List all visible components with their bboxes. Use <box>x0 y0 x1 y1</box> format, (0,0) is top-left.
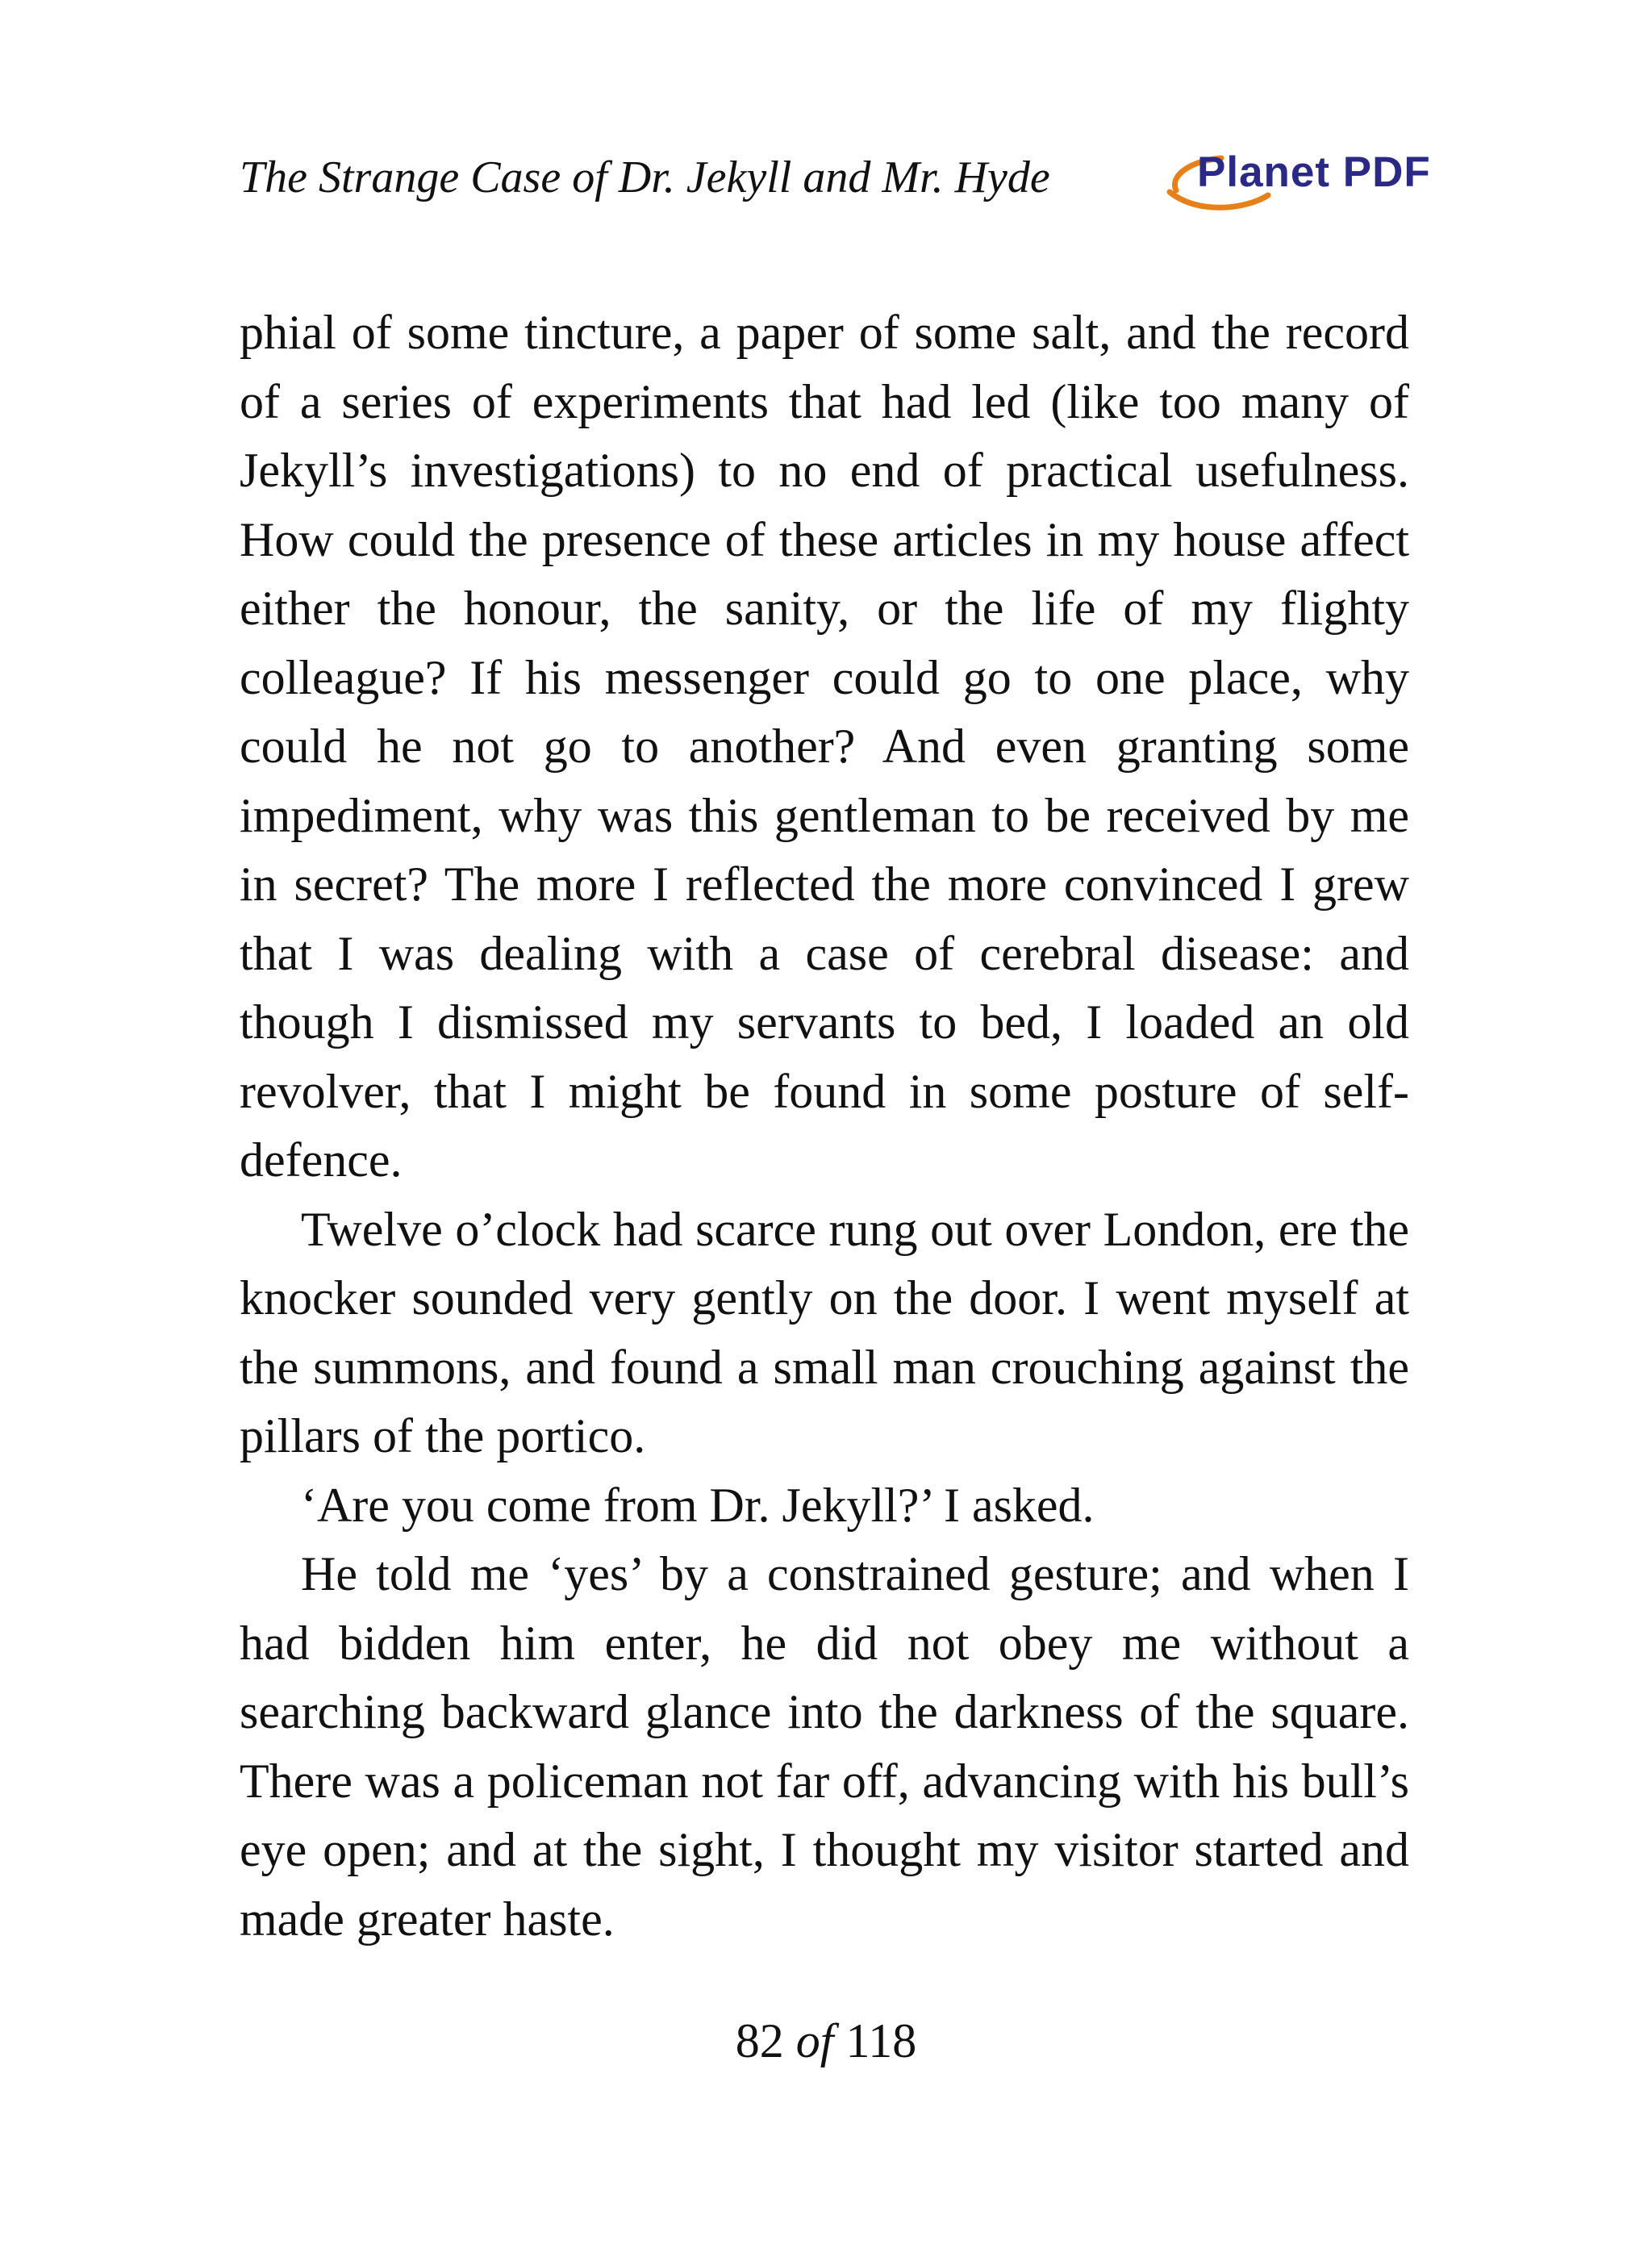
page-of-label: of <box>795 2014 834 2067</box>
paragraph: Twelve o’clock had scarce rung out over London, ere the knocker sounded very gently on the door. I went myself at the summons, and found a small man crouching against the pillars of the portico. <box>240 1202 1409 1462</box>
logo-text: Planet PDF <box>1197 148 1431 196</box>
page-header <box>240 144 1431 216</box>
body-text <box>240 298 1409 1954</box>
paragraph: phial of some tincture, a paper of some salt, and the record of a series of experiments that had led (like too many of Jekyll’s investigations) to no end of practical usefulness. How could the presence of these articles in my house affect either the honour, the sanity, or the life of my flighty colleague? If his messenger could go to one place, why could he not go to another? And even granting some impediment, why was this gentleman to be received by me in secret? The more I reflected the more convinced I grew that I was dealing with a case of cerebral disease: and though I dismissed my servants to bed, I loaded an old revolver, that I might be found in some posture of self-defence. <box>240 306 1409 1187</box>
paragraph: He told me ‘yes’ by a constrained gesture; and when I had bidden him enter, he did not obey me without a searching backward glance into the darkness of the square. There was a policeman not far off, advancing with his bull’s eye open; and at the sight, I thought my visitor started and made greater haste. <box>240 1547 1409 1946</box>
book-title: The Strange Case of Dr. Jekyll and Mr. Hyde <box>240 152 1050 202</box>
page-current: 82 <box>735 2014 784 2067</box>
paragraph: ‘Are you come from Dr. Jekyll?’ I asked. <box>301 1478 1095 1532</box>
page-total: 118 <box>845 2014 917 2067</box>
planet-pdf-logo <box>1165 144 1431 216</box>
page-number <box>0 2013 1652 2069</box>
